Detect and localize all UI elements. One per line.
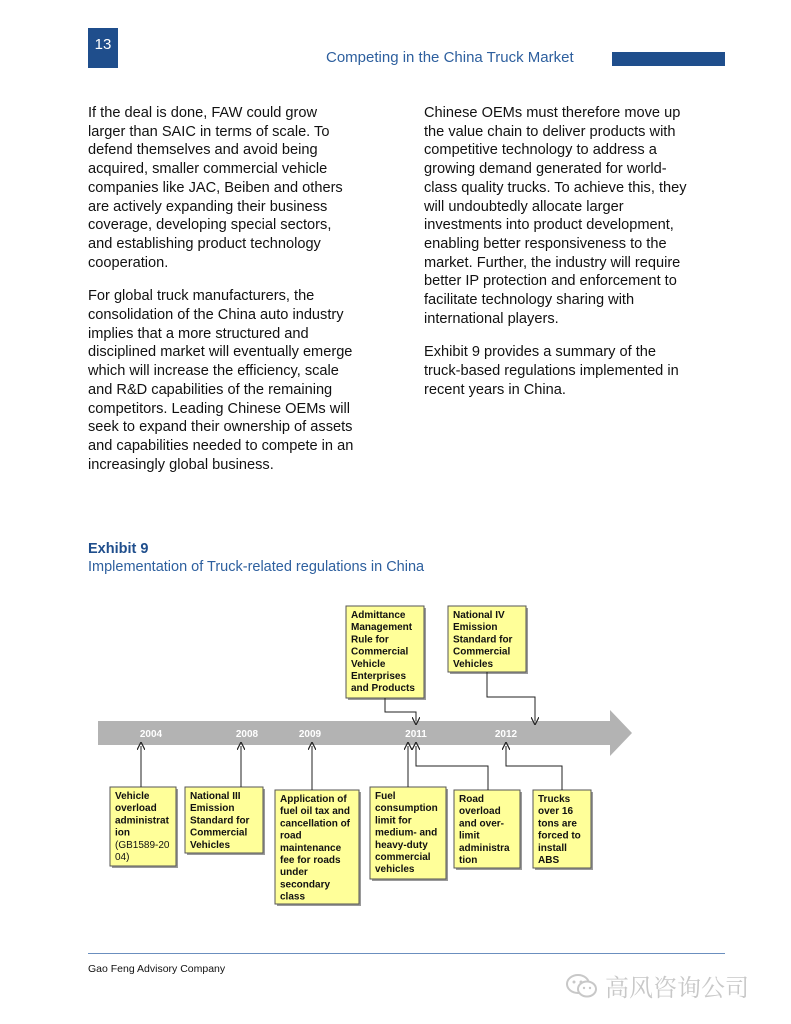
right-paragraph-2 <box>424 343 714 399</box>
bottom-box-1-text: Vehicle <box>115 791 150 802</box>
left-paragraph-2-line: For global truck manufacturers, the <box>88 288 315 305</box>
top-box-2-text: Standard for <box>453 634 513 646</box>
bottom-box-3-text: under <box>280 867 308 879</box>
right-paragraph-1 <box>424 104 714 328</box>
year-label-2008: 2008 <box>235 729 259 740</box>
bottom-box-5-text: limit <box>459 830 480 842</box>
bottom-box-3-text: fee for roads <box>280 855 341 866</box>
bottom-box-6-text: ABS <box>538 855 560 866</box>
right-column <box>424 104 714 415</box>
left-paragraph-2-line: and R&D capabilities of the remaining <box>88 381 333 398</box>
bottom-box-2-text: Vehicles <box>190 839 231 851</box>
right-paragraph-1-line: the value chain to deliver products with <box>424 123 676 140</box>
connector-bottom-5 <box>416 746 488 790</box>
left-paragraph-1 <box>88 104 378 272</box>
bottom-box-3-text: maintenance <box>280 842 342 854</box>
page-number: 13 <box>88 28 118 68</box>
bottom-box-4-text: limit for <box>375 815 412 827</box>
bottom-box-2-text: Emission <box>190 803 235 815</box>
left-column <box>88 104 378 489</box>
left-paragraph-2-line: consolidation of the China auto industry <box>88 307 344 324</box>
bottom-box-1-text: (GB1589-20 <box>115 839 170 851</box>
left-paragraph-1-line: coverage, developing special sectors, <box>88 217 332 234</box>
exhibit-label: Exhibit 9 <box>88 541 149 557</box>
right-paragraph-1-line: market. Further, the industry will require <box>424 254 681 271</box>
footer-divider <box>88 953 725 954</box>
left-paragraph-2-line: seek to expand their ownership of assets <box>88 419 353 436</box>
bottom-box-1-text: ion <box>115 827 130 839</box>
left-paragraph-2-line: disciplined market will eventually emerge <box>88 344 353 361</box>
left-paragraph-1-line: cooperation. <box>88 254 169 271</box>
regulation-timeline-diagram <box>90 600 650 920</box>
bottom-box-4-text: commercial <box>375 852 431 863</box>
bottom-box-3-text: cancellation of <box>280 818 351 830</box>
top-box-1-text: Commercial <box>351 646 409 658</box>
left-paragraph-2-line: which will increase the efficiency, scale <box>88 363 339 380</box>
top-box-1-text: and Products <box>351 683 415 695</box>
bottom-box-3-text: fuel oil tax and <box>280 806 351 818</box>
top-box-1-text: Enterprises <box>351 671 407 682</box>
bottom-box-5-text: Road <box>459 794 484 805</box>
bottom-box-2-text: National III <box>190 791 241 802</box>
bottom-box-1-text: 04) <box>115 852 130 863</box>
right-paragraph-1-line: facilitate technology sharing with <box>424 292 635 309</box>
bottom-box-6-text: over 16 <box>538 806 574 818</box>
right-paragraph-1-line: competitive technology to address a <box>424 142 657 159</box>
top-box-2-text: Vehicles <box>453 658 494 670</box>
left-paragraph-1-line: are actively expanding their business <box>88 198 328 215</box>
bottom-box-2-text: Commercial <box>190 827 248 839</box>
left-paragraph-2-line: competitors. Leading Chinese OEMs will <box>88 400 350 417</box>
right-paragraph-1-line: enabling better responsiveness to the <box>424 235 667 252</box>
top-box-2-text: Commercial <box>453 646 511 658</box>
right-paragraph-2-line: truck-based regulations implemented in <box>424 363 679 380</box>
bottom-box-3-text: secondary <box>280 879 331 891</box>
right-paragraph-2-line: Exhibit 9 provides a summary of the <box>424 344 656 361</box>
bottom-box-4-text: vehicles <box>375 864 415 876</box>
top-box-2-text: Emission <box>453 622 498 634</box>
watermark <box>565 968 749 1003</box>
timeline-arrow <box>98 710 632 756</box>
left-paragraph-1-line: If the deal is done, FAW could grow <box>88 105 318 121</box>
bottom-box-4-text: Fuel <box>375 791 396 802</box>
bottom-box-1-text: overload <box>115 803 157 815</box>
connector-top-2 <box>487 672 535 721</box>
header-accent-bar <box>612 52 725 66</box>
left-paragraph-1-line: defend themselves and avoid being <box>88 142 318 159</box>
right-paragraph-1-line: will undoubtedly allocate larger <box>424 198 624 215</box>
bottom-box-6-text: tons are <box>538 818 577 830</box>
watermark-text: 高风咨询公司 <box>605 975 749 1002</box>
top-box-1-text: Vehicle <box>351 658 386 670</box>
top-box-1-text: Rule for <box>351 634 389 646</box>
right-paragraph-2-line: recent years in China. <box>424 381 566 398</box>
left-paragraph-2 <box>88 287 378 474</box>
year-label-2012: 2012 <box>494 729 518 740</box>
right-paragraph-1-line: growing demand generated for world- <box>424 161 667 178</box>
bottom-box-3-text: class <box>280 891 306 903</box>
bottom-box-4-text: heavy-duty <box>375 839 428 851</box>
bottom-box-4-text: consumption <box>375 803 438 815</box>
top-box-1-text: Management <box>351 622 413 634</box>
year-label-2011: 2011 <box>405 729 427 740</box>
bottom-box-5-text: overload <box>459 806 501 818</box>
bottom-box-6-text: forced to <box>538 830 581 842</box>
bottom-box-1-text: administrat <box>115 815 169 827</box>
bottom-box-5-text: and over- <box>459 818 505 830</box>
left-paragraph-2-line: and capabilities needed to compete in an <box>88 437 354 454</box>
bottom-box-2-text: Standard for <box>190 815 250 827</box>
top-box-1-text: Admittance <box>351 610 406 621</box>
bottom-box-6-text: Trucks <box>538 794 571 805</box>
right-paragraph-1-line: Chinese OEMs must therefore move up <box>424 105 681 121</box>
wechat-icon <box>565 973 599 999</box>
bottom-box-3-text: Application of <box>280 794 347 805</box>
left-paragraph-1-line: larger than SAIC in terms of scale. To <box>88 123 330 140</box>
connector-bottom-6 <box>506 746 562 790</box>
bottom-box-4-text: medium- and <box>375 827 438 839</box>
exhibit-subtitle: Implementation of Truck-related regulations in China <box>88 559 425 575</box>
bottom-box-5-text: tion <box>459 855 478 866</box>
footer-company: Gao Feng Advisory Company <box>88 963 226 975</box>
left-paragraph-1-line: acquired, smaller commercial vehicle <box>88 161 328 178</box>
year-label-2009: 2009 <box>298 729 322 740</box>
bottom-box-3-text: road <box>280 830 302 842</box>
left-paragraph-2-line: increasingly global business. <box>88 456 274 473</box>
connector-top-1 <box>385 698 416 721</box>
left-paragraph-2-line: implies that a more structured and <box>88 325 309 342</box>
top-box-2-text: National IV <box>453 610 505 621</box>
left-paragraph-1-line: companies like JAC, Beiben and others <box>88 179 343 196</box>
left-paragraph-1-line: and establishing product technology <box>88 235 321 252</box>
right-paragraph-1-line: better IP protection and enforcement to <box>424 273 677 290</box>
right-paragraph-1-line: investments into product development, <box>424 217 674 234</box>
header-title: Competing in the China Truck Market <box>326 49 574 66</box>
right-paragraph-1-line: class quality trucks. To achieve this, they <box>424 179 687 196</box>
right-paragraph-1-line: international players. <box>424 310 559 327</box>
bottom-box-5-text: administra <box>459 842 510 854</box>
bottom-box-6-text: install <box>538 842 567 854</box>
year-label-2004: 2004 <box>139 729 163 740</box>
